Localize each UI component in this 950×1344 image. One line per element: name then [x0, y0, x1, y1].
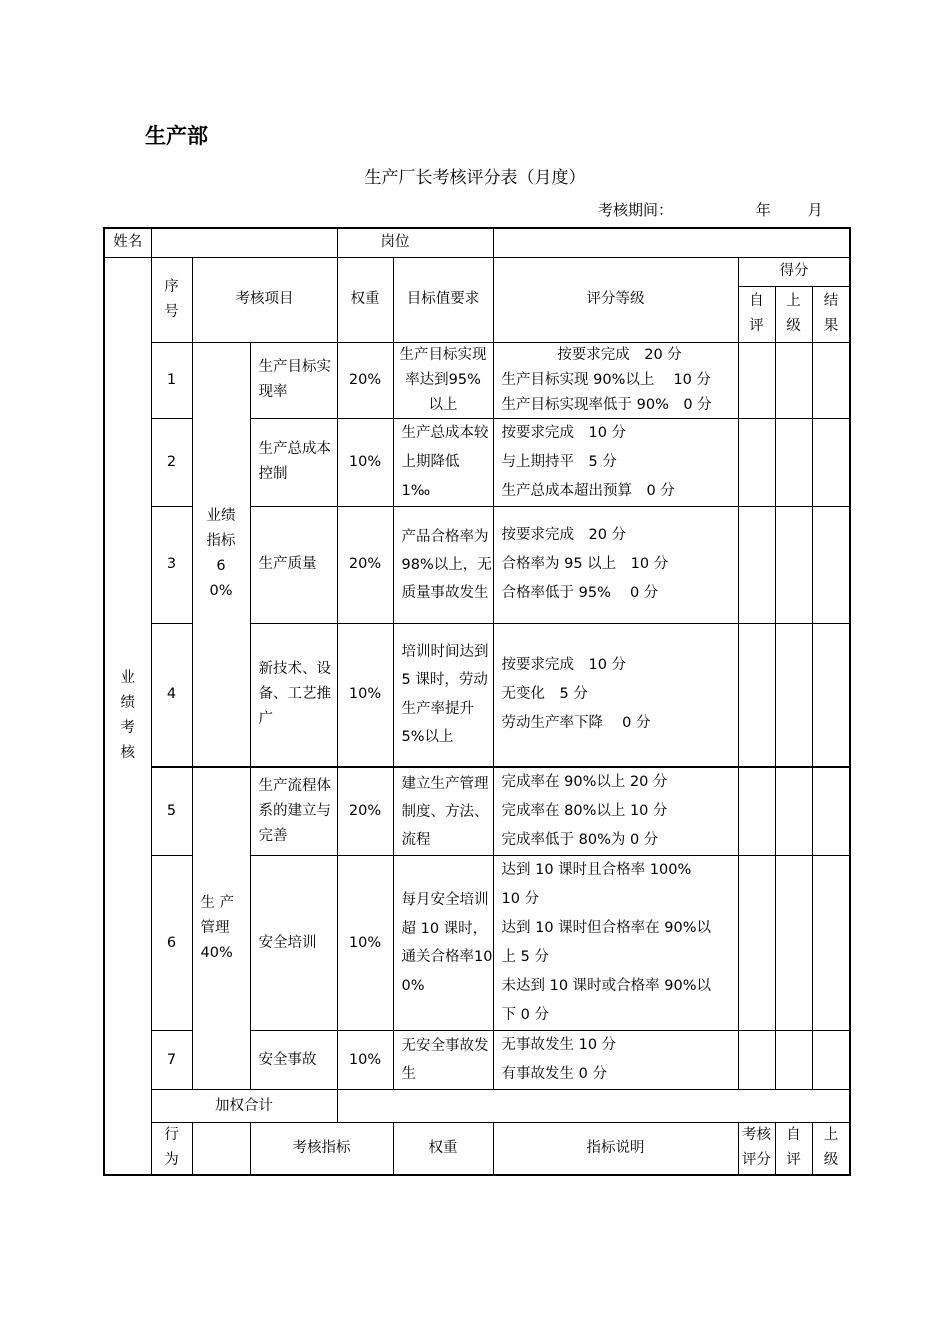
score-result[interactable]	[812, 418, 850, 506]
header-row	[104, 257, 850, 286]
weighted-total-value[interactable]	[337, 1090, 850, 1123]
behavior-weight: 权重	[393, 1123, 493, 1175]
score-result[interactable]	[812, 342, 850, 418]
grade-line: 合格率低于 95% 0 分	[501, 585, 659, 601]
weighted-total-label: 加权合计	[151, 1090, 337, 1123]
grade-line: 未达到 10 课时或合格率 90%以	[501, 978, 712, 994]
score-self[interactable]	[738, 1031, 775, 1090]
row-grades	[493, 342, 738, 418]
section-behavior: 行为	[151, 1123, 192, 1175]
row-seq: 2	[151, 418, 192, 506]
group-performance-indicator: 业绩指标60%	[192, 342, 250, 767]
score-self[interactable]	[738, 418, 775, 506]
period-month: 月	[807, 201, 823, 219]
row-target: 每月安全培训超 10 课时，通关合格率100%	[393, 856, 493, 1031]
row-grades	[493, 506, 738, 623]
row-item: 安全事故	[250, 1031, 337, 1090]
score-superior[interactable]	[775, 767, 812, 856]
score-superior[interactable]	[775, 506, 812, 623]
header-target: 目标值要求	[393, 257, 493, 342]
score-result[interactable]	[812, 623, 850, 767]
grade-line: 有事故发生 0 分	[501, 1066, 607, 1082]
period-year: 年	[755, 201, 771, 219]
grade-line: 按要求完成 20 分	[557, 346, 682, 363]
row-weight: 20%	[337, 767, 393, 856]
name-field[interactable]	[151, 228, 337, 257]
score-result[interactable]	[812, 1031, 850, 1090]
grade-line: 与上期持平 5 分	[501, 453, 617, 470]
row-item: 生产目标实现率	[250, 342, 337, 418]
score-self[interactable]	[738, 623, 775, 767]
behavior-seq	[192, 1123, 250, 1175]
behavior-self: 自评	[775, 1123, 812, 1175]
grade-line: 按要求完成 10 分	[501, 424, 627, 441]
score-result[interactable]	[812, 506, 850, 623]
score-self[interactable]	[738, 767, 775, 856]
row-weight: 10%	[337, 418, 393, 506]
row-seq: 3	[151, 506, 192, 623]
row-grades	[493, 623, 738, 767]
row-weight: 20%	[337, 506, 393, 623]
row-seq: 7	[151, 1031, 192, 1090]
table-row	[104, 767, 850, 856]
header-superior: 上级	[775, 286, 812, 342]
grade-line: 生产总成本超出预算 0 分	[501, 482, 675, 499]
header-result: 结果	[812, 286, 850, 342]
grade-line: 完成率在 80%以上 10 分	[501, 803, 668, 819]
row-seq: 6	[151, 856, 192, 1031]
grade-line: 上 5 分	[501, 949, 549, 965]
grade-line: 完成率低于 80%为 0 分	[501, 832, 659, 848]
header-self: 自评	[738, 286, 775, 342]
row-target: 生产目标实现率达到95%以上	[393, 342, 493, 418]
score-superior[interactable]	[775, 342, 812, 418]
grade-line: 无变化 5 分	[501, 686, 588, 703]
section-performance: 业绩考核	[104, 257, 151, 1175]
row-target: 无安全事故发生	[393, 1031, 493, 1090]
form-title: 生产厂长考核评分表（月度）	[364, 168, 586, 188]
row-item: 新技术、设备、工艺推广	[250, 623, 337, 767]
score-superior[interactable]	[775, 856, 812, 1031]
behavior-indicator: 考核指标	[250, 1123, 393, 1175]
header-seq: 序号	[151, 257, 192, 342]
behavior-desc: 指标说明	[493, 1123, 738, 1175]
row-seq: 4	[151, 623, 192, 767]
name-label: 姓名	[104, 228, 151, 257]
grade-line: 无事故发生 10 分	[501, 1037, 617, 1053]
header-item: 考核项目	[192, 257, 337, 342]
row-weight: 10%	[337, 856, 393, 1031]
row-weight: 10%	[337, 623, 393, 767]
grade-line: 生产目标实现率低于 90% 0 分	[501, 396, 712, 413]
row-item: 生产质量	[250, 506, 337, 623]
grade-line: 达到 10 课时且合格率 100%	[501, 862, 692, 878]
row-item: 生产流程体系的建立与完善	[250, 767, 337, 856]
grade-line: 完成率在 90%以上 20 分	[501, 774, 668, 790]
header-grade: 评分等级	[493, 257, 738, 342]
period-label: 考核期间：	[598, 201, 674, 219]
score-superior[interactable]	[775, 1031, 812, 1090]
row-seq: 1	[151, 342, 192, 418]
behavior-score: 考核评分	[738, 1123, 775, 1175]
row-item: 生产总成本控制	[250, 418, 337, 506]
score-superior[interactable]	[775, 418, 812, 506]
group-production-management: 生 产管理40%	[192, 767, 250, 1090]
row-target: 培训时间达到 5 课时，劳动生产率提升5%以上	[393, 623, 493, 767]
row-grades	[493, 856, 738, 1031]
evaluation-table	[103, 227, 851, 1176]
row-seq: 5	[151, 767, 192, 856]
weighted-total-row	[104, 1090, 850, 1123]
header-weight: 权重	[337, 257, 393, 342]
table-row	[104, 342, 850, 418]
header-score: 得分	[738, 257, 850, 286]
grade-line: 下 0 分	[501, 1007, 549, 1023]
assessment-period	[598, 199, 823, 220]
score-superior[interactable]	[775, 623, 812, 767]
grade-line: 生产目标实现 90%以上 10 分	[501, 371, 712, 388]
grade-line: 10 分	[501, 891, 540, 907]
row-grades	[493, 1031, 738, 1090]
behavior-header-row	[104, 1123, 850, 1175]
post-field[interactable]	[493, 228, 850, 257]
grade-line: 按要求完成 20 分	[501, 527, 627, 543]
row-item: 安全培训	[250, 856, 337, 1031]
row-target: 生产总成本较上期降低 1‰	[393, 418, 493, 506]
post-label: 岗位	[337, 228, 493, 257]
row-grades	[493, 418, 738, 506]
grade-line: 达到 10 课时但合格率在 90%以	[501, 920, 712, 936]
row-weight: 20%	[337, 342, 393, 418]
score-self[interactable]	[738, 342, 775, 418]
grade-line: 合格率为 95 以上 10 分	[501, 556, 669, 572]
row-target: 建立生产管理制度、方法、流程	[393, 767, 493, 856]
department-heading: 生产部	[145, 124, 208, 148]
score-result[interactable]	[812, 856, 850, 1031]
score-self[interactable]	[738, 506, 775, 623]
behavior-superior: 上级	[812, 1123, 850, 1175]
score-result[interactable]	[812, 767, 850, 856]
grade-line: 劳动生产率下降 0 分	[501, 715, 651, 732]
row-target: 产品合格率为 98%以上，无质量事故发生	[393, 506, 493, 623]
grade-line: 按要求完成 10 分	[501, 657, 627, 674]
score-self[interactable]	[738, 856, 775, 1031]
row-weight: 10%	[337, 1031, 393, 1090]
info-row	[104, 228, 850, 257]
row-grades	[493, 767, 738, 856]
